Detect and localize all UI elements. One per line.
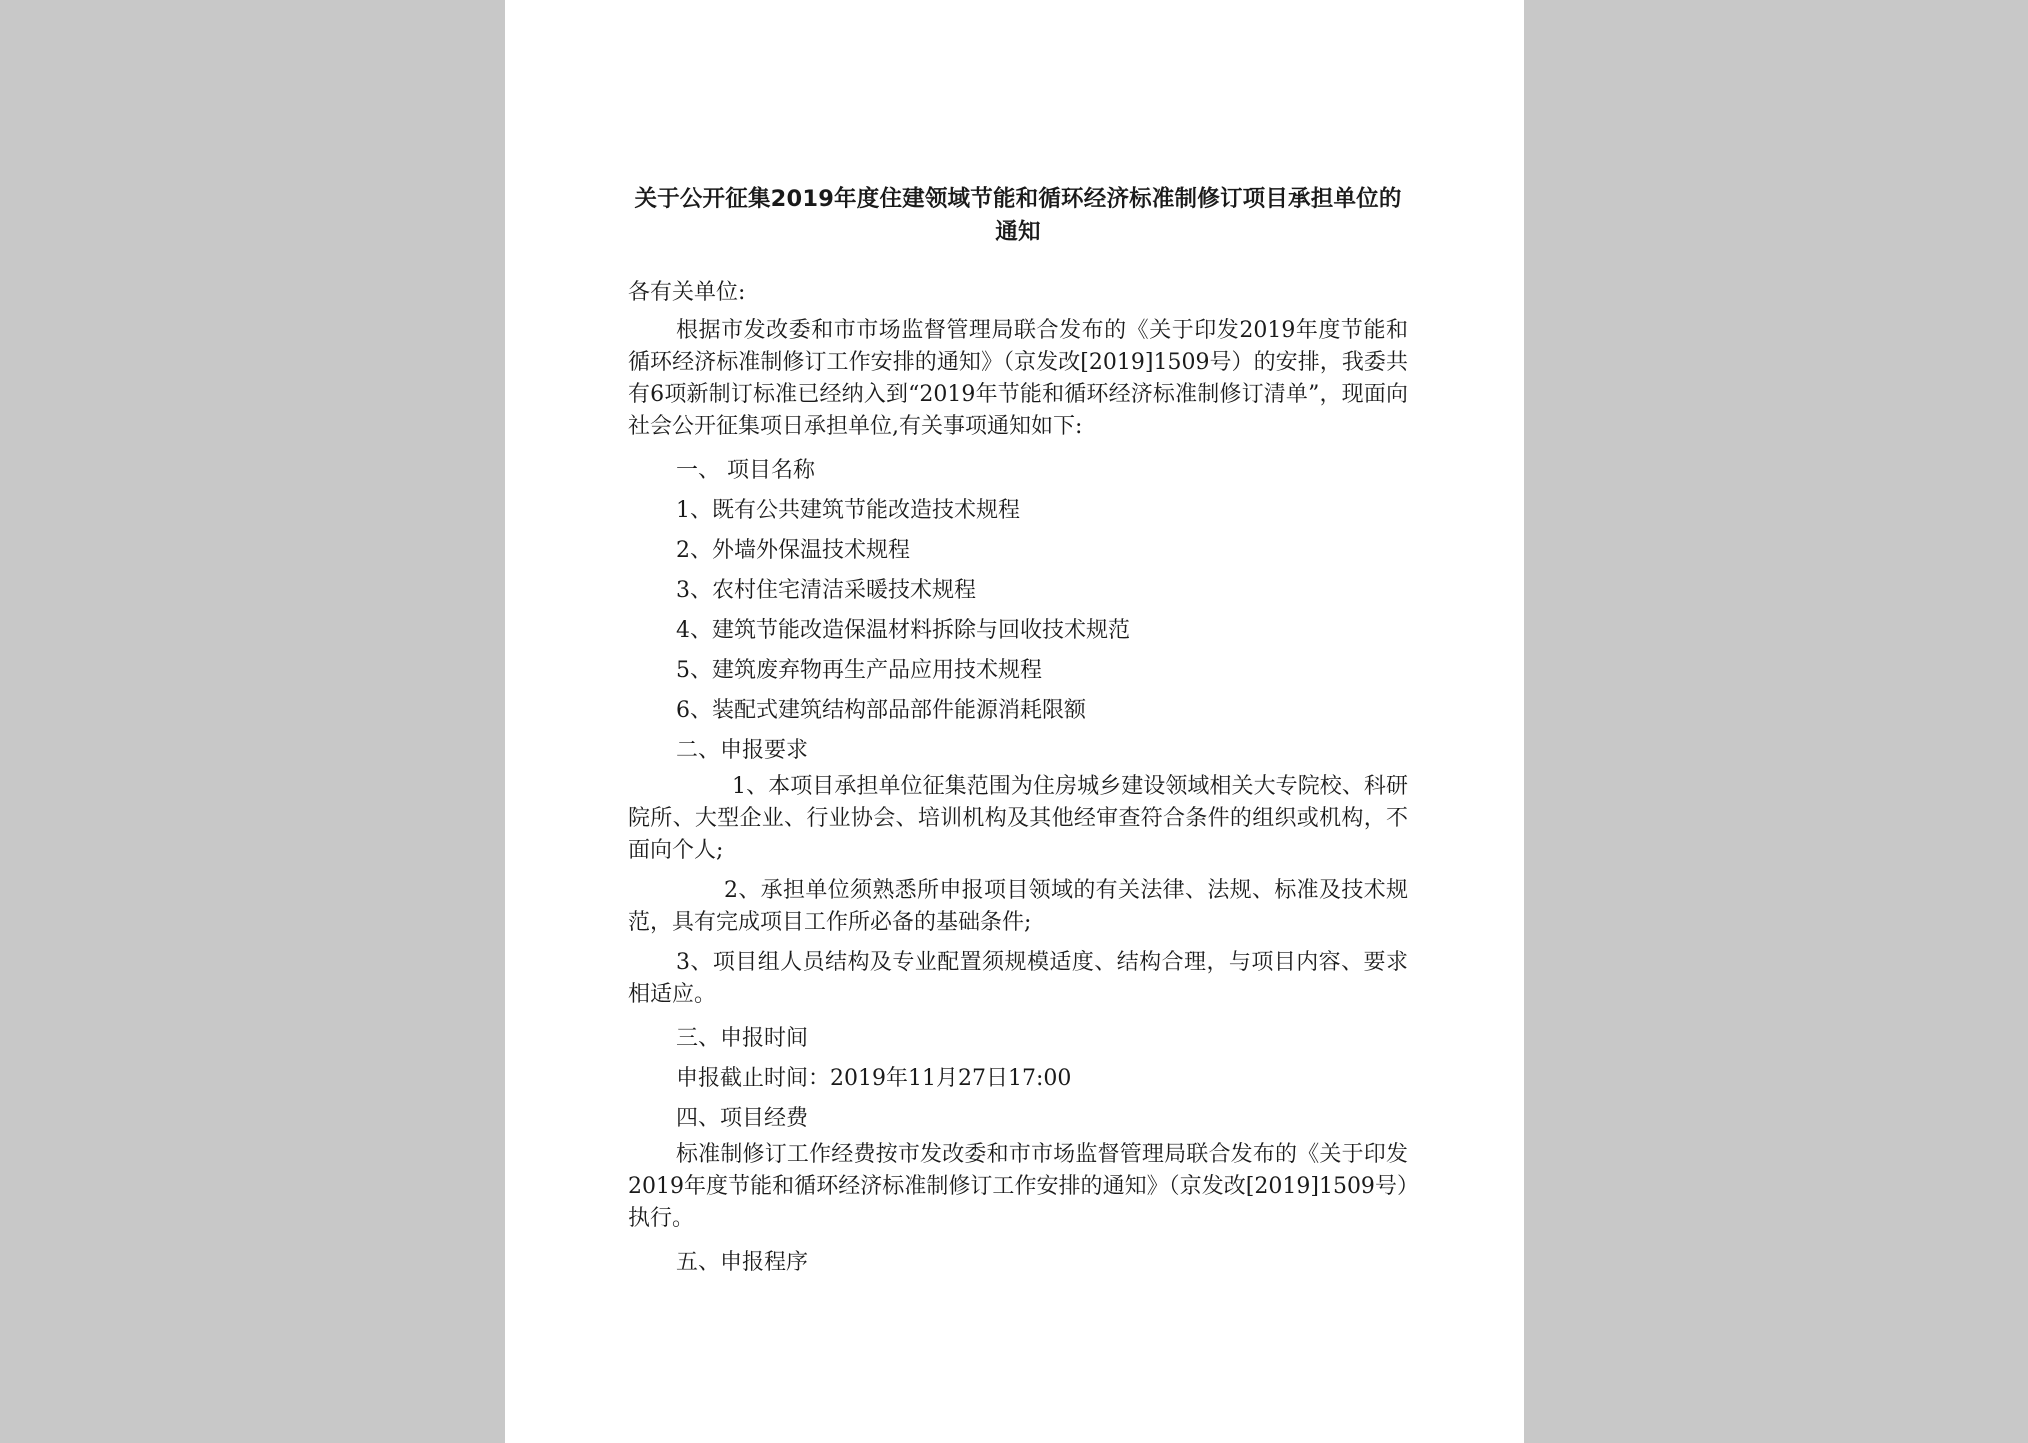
funding-paragraph: 标准制修订工作经费按市发改委和市市场监督管理局联合发布的《关于印发2019年度节能和循环经济标准制修订工作安排的通知》（京发改[2019]1509号）执行。 [628, 1142, 1408, 1231]
document-content [628, 183, 1408, 1283]
requirement-3: 3、项目组人员结构及专业配置须规模适度、结构合理，与项目内容、要求相适应。 [628, 950, 1408, 1007]
project-item: 3、农村住宅清洁采暖技术规程 [676, 578, 976, 603]
document-title: 关于公开征集2019年度住建领域节能和循环经济标准制修订项目承担单位的通知 [634, 186, 1402, 245]
project-item: 1、既有公共建筑节能改造技术规程 [676, 498, 1020, 523]
project-item: 6、装配式建筑结构部品部件能源消耗限额 [676, 698, 1086, 723]
section-heading-requirements: 二、申报要求 [676, 738, 809, 763]
section-heading-time: 三、申报时间 [676, 1026, 809, 1051]
section-heading-procedure: 五、申报程序 [676, 1250, 809, 1275]
project-item: 4、建筑节能改造保温材料拆除与回收技术规范 [676, 618, 1130, 643]
section-heading-funding: 四、项目经费 [676, 1106, 809, 1131]
salutation: 各有关单位: [628, 280, 746, 305]
requirement-1: 1、本项目承担单位征集范围为住房城乡建设领域相关大专院校、科研院所、大型企业、行业协会、培训机构及其他经审查符合条件的组织或机构，不面向个人; [628, 774, 1408, 863]
intro-paragraph: 根据市发改委和市市场监督管理局联合发布的《关于印发2019年度节能和循环经济标准制修订工作安排的通知》（京发改[2019]1509号）的安排，我委共有6项新制订标准已经纳入到“2019年节能和循环经济标准制修订清单”，现面向社会公开征集项日承担单位,有关事项通知如下: [628, 318, 1408, 439]
document-page [505, 0, 1524, 1443]
requirement-2: 2、承担单位须熟悉所申报项目领域的有关法律、法规、标准及技术规范，具有完成项目工作所必备的基础条件; [628, 878, 1408, 935]
section-heading-project-names: 一、 项目名称 [676, 458, 815, 483]
project-item: 5、建筑废弃物再生产品应用技术规程 [676, 658, 1042, 683]
deadline-text: 申报截止时间：2019年11月27日17:00 [676, 1066, 1072, 1091]
project-item: 2、外墙外保温技术规程 [676, 538, 910, 563]
